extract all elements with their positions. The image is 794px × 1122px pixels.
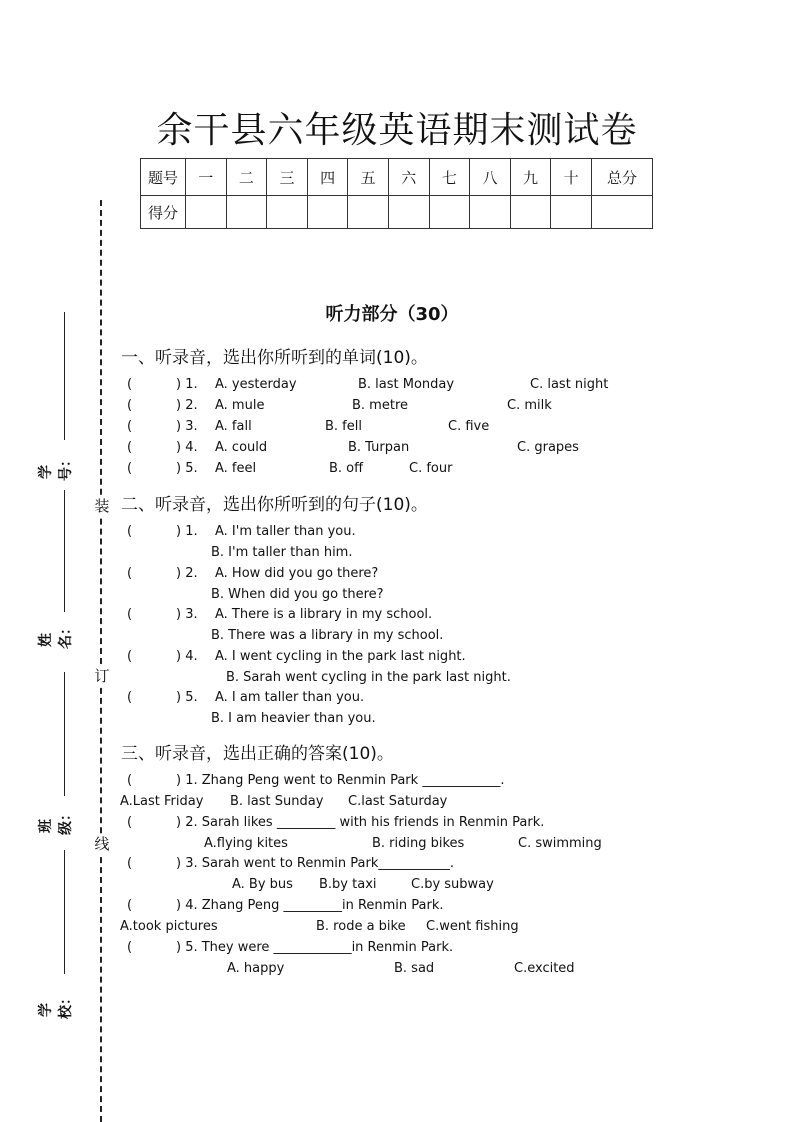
score-cell[interactable] (592, 196, 653, 229)
option-b: B. I'm taller than him. (211, 545, 353, 560)
score-header-cell: 六 (388, 159, 429, 196)
option-c: C. milk (507, 398, 552, 413)
score-header-cell: 一 (186, 159, 227, 196)
option-c: C.excited (514, 961, 575, 976)
option-a: A. could (215, 440, 268, 455)
option-a: A.took pictures (120, 919, 218, 934)
answer-paren[interactable]: ( (127, 649, 133, 664)
score-header-cell: 题号 (141, 159, 186, 196)
answer-paren[interactable]: ( (127, 940, 133, 955)
score-cell[interactable] (388, 196, 429, 229)
option-c: C.by subway (411, 877, 494, 892)
question-text: ) 3. Sarah went to Renmin Park___________. (176, 856, 454, 871)
question-text: ) 5. They were ____________in Renmin Park. (176, 940, 454, 955)
answer-paren[interactable]: ( (127, 856, 133, 871)
score-table-header-row (141, 159, 653, 196)
option-a: A. feel (215, 461, 257, 476)
option-b: B. fell (325, 419, 362, 434)
option-a: A. I'm taller than you. (215, 524, 356, 539)
score-table-score-row (141, 196, 653, 229)
student-id-field[interactable] (40, 312, 80, 502)
option-c: C. last night (530, 377, 609, 392)
option-b: B. last Monday (358, 377, 455, 392)
option-b: B. rode a bike (316, 919, 406, 934)
question-number: ) 3. (176, 419, 198, 434)
option-a: A. I went cycling in the park last night. (215, 649, 466, 664)
answer-paren[interactable]: ( (127, 566, 133, 581)
option-b: B. metre (352, 398, 408, 413)
option-a: A.flying kites (204, 836, 288, 851)
option-c: C.last Saturday (348, 794, 448, 809)
student-id-underline (64, 312, 65, 440)
score-header-cell: 二 (226, 159, 267, 196)
student-id-label: 学号： (38, 453, 74, 481)
score-header-cell: 八 (470, 159, 511, 196)
question-text: ) 4. Zhang Peng _________in Renmin Park. (176, 898, 444, 913)
option-c: C. grapes (517, 440, 579, 455)
listening-part-title: 听力部分（30） (325, 304, 459, 325)
answer-paren[interactable]: ( (127, 419, 133, 434)
score-cell[interactable] (307, 196, 348, 229)
student-name-field[interactable] (40, 490, 80, 680)
option-a: A. mule (215, 398, 265, 413)
score-header-cell: 四 (307, 159, 348, 196)
answer-paren[interactable]: ( (127, 773, 133, 788)
question-number: ) 5. (176, 690, 198, 705)
question-number: ) 5. (176, 461, 198, 476)
score-header-cell: 七 (429, 159, 470, 196)
answer-paren[interactable]: ( (127, 690, 133, 705)
question-number: ) 2. (176, 566, 198, 581)
student-name-underline (64, 490, 65, 612)
option-a: A. yesterday (215, 377, 297, 392)
question-number: ) 4. (176, 440, 198, 455)
question-number: ) 2. (176, 398, 198, 413)
option-b: B. last Sunday (230, 794, 324, 809)
question-text: ) 2. Sarah likes _________ with his friends in Renmin Park. (176, 815, 545, 830)
score-cell[interactable] (429, 196, 470, 229)
class-underline (64, 672, 65, 796)
score-cell[interactable] (186, 196, 227, 229)
question-text: ) 1. Zhang Peng went to Renmin Park ____________. (176, 773, 505, 788)
option-a: A. happy (227, 961, 285, 976)
answer-paren[interactable]: ( (127, 524, 133, 539)
option-b: B. Turpan (348, 440, 410, 455)
score-cell[interactable] (510, 196, 551, 229)
option-a: A. There is a library in my school. (215, 607, 433, 622)
score-cell[interactable] (551, 196, 592, 229)
option-c: C. four (409, 461, 453, 476)
student-name-label: 姓名： (38, 621, 74, 649)
page-title: 余干县六年级英语期末测试卷 (156, 110, 638, 151)
score-header-cell: 五 (348, 159, 389, 196)
option-c: C.went fishing (426, 919, 519, 934)
score-header-cell: 九 (510, 159, 551, 196)
option-b: B.by taxi (319, 877, 377, 892)
section-3-heading: 三、听录音，选出正确的答案(10)。 (121, 744, 394, 764)
option-a: A. By bus (232, 877, 293, 892)
question-number: ) 1. (176, 524, 198, 539)
binding-char-zhuang: 装 (94, 497, 110, 515)
answer-paren[interactable]: ( (127, 898, 133, 913)
school-label: 学校： (38, 991, 74, 1019)
section-1-heading: 一、听录音，选出你所听到的单词(10)。 (121, 348, 428, 368)
question-number: ) 4. (176, 649, 198, 664)
score-table (140, 158, 653, 229)
binding-char-xian: 线 (94, 835, 110, 853)
question-number: ) 3. (176, 607, 198, 622)
score-cell[interactable] (348, 196, 389, 229)
question-number: ) 1. (176, 377, 198, 392)
score-row-label: 得分 (141, 196, 186, 229)
section-2-heading: 二、听录音，选出你所听到的句子(10)。 (121, 495, 428, 515)
binding-dashed-line (100, 200, 102, 1122)
binding-char-ding: 订 (94, 667, 110, 685)
class-label: 班级： (38, 807, 74, 835)
option-b: B. off (329, 461, 364, 476)
option-b: B. There was a library in my school. (211, 628, 444, 643)
option-b: B. riding bikes (372, 836, 465, 851)
option-a: A. How did you go there? (215, 566, 379, 581)
answer-paren[interactable]: ( (127, 461, 133, 476)
option-c: C. swimming (518, 836, 602, 851)
score-cell[interactable] (267, 196, 308, 229)
answer-paren[interactable]: ( (127, 398, 133, 413)
option-c: C. five (448, 419, 490, 434)
score-header-cell: 十 (551, 159, 592, 196)
school-underline (64, 850, 65, 974)
answer-paren[interactable]: ( (127, 607, 133, 622)
score-header-cell: 总分 (592, 159, 653, 196)
school-field[interactable] (40, 850, 80, 1030)
option-b: B. I am heavier than you. (211, 711, 376, 726)
answer-paren[interactable]: ( (127, 377, 133, 392)
option-a: A. I am taller than you. (215, 690, 365, 705)
score-cell[interactable] (226, 196, 267, 229)
option-a: A. fall (215, 419, 252, 434)
option-a: A.Last Friday (120, 794, 204, 809)
answer-paren[interactable]: ( (127, 440, 133, 455)
score-cell[interactable] (470, 196, 511, 229)
class-field[interactable] (40, 672, 80, 842)
score-header-cell: 三 (267, 159, 308, 196)
option-b: B. Sarah went cycling in the park last night. (226, 670, 511, 685)
option-b: B. sad (394, 961, 435, 976)
option-b: B. When did you go there? (211, 587, 384, 602)
answer-paren[interactable]: ( (127, 815, 133, 830)
